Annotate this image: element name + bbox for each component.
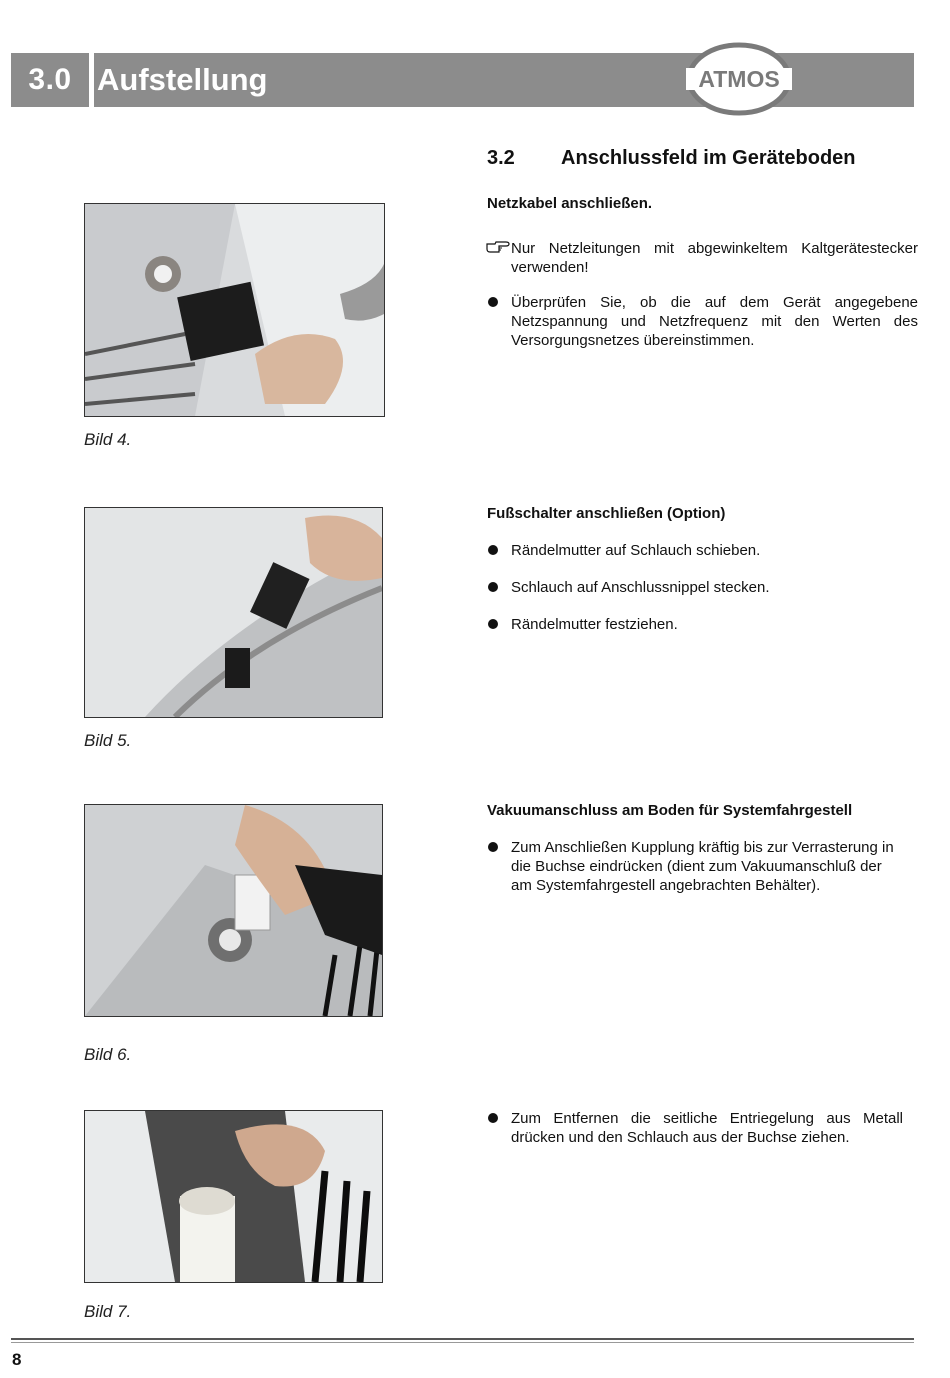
footer-rule bbox=[11, 1338, 914, 1340]
caption-bild-7: Bild 7. bbox=[84, 1302, 132, 1321]
chapter-number: 3.0 bbox=[28, 63, 72, 96]
caption-bild-4: Bild 4. bbox=[84, 430, 132, 449]
logo-text: ATMOS bbox=[698, 66, 780, 92]
footer-rule-thin bbox=[11, 1342, 914, 1343]
bullet-dot-icon bbox=[488, 842, 498, 852]
bullet-text-vakuum: Zum Anschließen Kupplung kräftig bis zur Verrasterung in die Buchse eindrücken (dient zum Vakuumanschluß der am Systemfahrgestell angebrachten Behälter). bbox=[511, 839, 894, 894]
bullet-dot-icon bbox=[488, 297, 498, 307]
photo-bild-7 bbox=[84, 1110, 383, 1283]
header-divider bbox=[89, 53, 94, 107]
bullet-text-fussschalter-3: Rändelmutter festziehen. bbox=[511, 616, 678, 633]
section-heading bbox=[487, 147, 856, 170]
atmos-logo bbox=[684, 41, 794, 117]
caption-bild-6: Bild 6. bbox=[84, 1045, 132, 1064]
bullet-text-fussschalter-2: Schlauch auf Anschlussnippel stecken. bbox=[511, 579, 770, 596]
pointing-hand-icon bbox=[486, 240, 510, 254]
caption-bild-5: Bild 5. bbox=[84, 731, 132, 750]
bullet-dot-icon bbox=[488, 619, 498, 629]
bullet-text-fussschalter-1: Rändelmutter auf Schlauch schieben. bbox=[511, 542, 761, 559]
section-number: 3.2 bbox=[487, 147, 515, 169]
photo-bild-4 bbox=[84, 203, 385, 417]
photo-bild-5 bbox=[84, 507, 383, 718]
section-title: Anschlussfeld im Geräteboden bbox=[561, 147, 856, 169]
bullet-dot-icon bbox=[488, 1113, 498, 1123]
photo-bild-6 bbox=[84, 804, 383, 1017]
subheading-netzkabel: Netzkabel anschließen. bbox=[487, 195, 653, 212]
page-number: 8 bbox=[12, 1350, 22, 1369]
subheading-fussschalter: Fußschalter anschließen (Option) bbox=[487, 505, 726, 522]
bullet-dot-icon bbox=[488, 582, 498, 592]
note-netzkabel: Nur Netzleitungen mit abgewinkeltem Kaltgerätestecker verwenden! bbox=[511, 240, 918, 276]
bullet-text-netzspannung: Überprüfen Sie, ob die auf dem Gerät angegebene Netzspannung und Netzfrequenz mit den Werten des Versorgungsnetzes übereinstimmen. bbox=[511, 294, 918, 349]
bullet-text-entfernen: Zum Entfernen die seitliche Entriegelung aus Metall drücken und den Schlauch aus der Buchse ziehen. bbox=[511, 1110, 903, 1146]
bullet-dot-icon bbox=[488, 545, 498, 555]
subheading-vakuum: Vakuumanschluss am Boden für Systemfahrgestell bbox=[487, 802, 853, 819]
chapter-title: Aufstellung bbox=[97, 62, 268, 97]
